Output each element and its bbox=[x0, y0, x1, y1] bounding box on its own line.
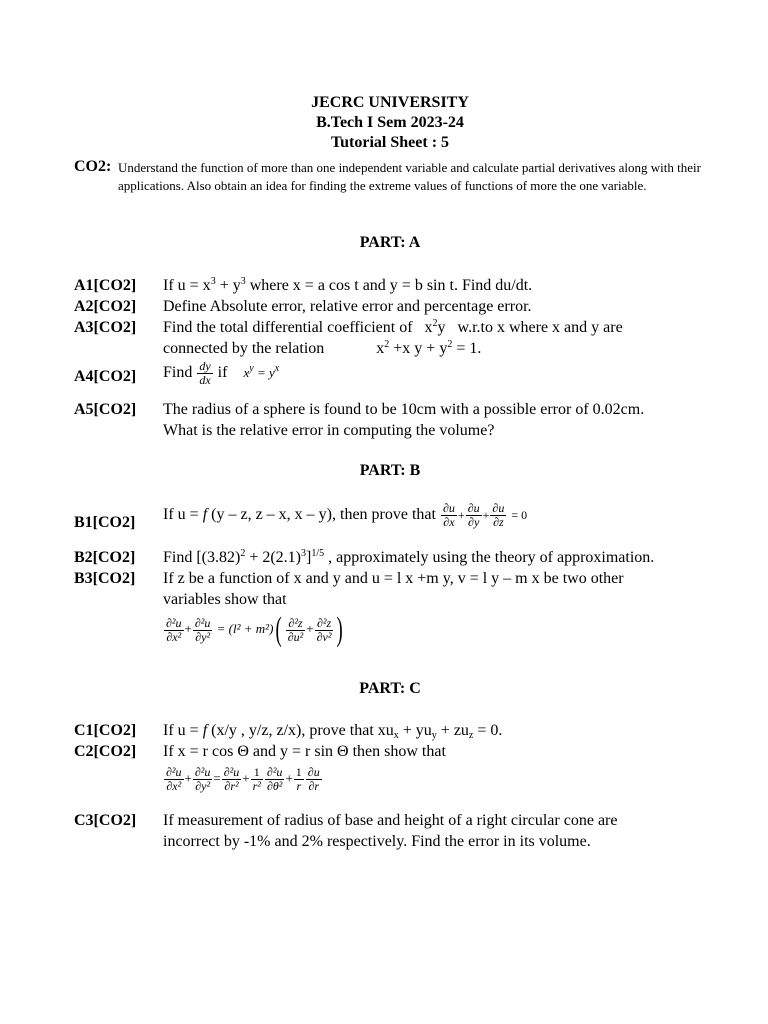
partial-fraction: $\frac{\partial u}{\partial y}$ bbox=[467, 501, 480, 529]
c2-equation: $\frac{\text{∂²u}}{\text{∂x²}}$ + $\frac{\text{∂²u}}{\text{∂y²}}$ = $\frac{\text{∂²u}}{\text{∂r²}}$ + $\frac{1}{\text{r²}}$ $\frac{\text{∂²u}}{\text{∂θ²}}$ + $\frac{1}{r}$ $\frac{\partial u}{\partial r}$ bbox=[166, 765, 320, 793]
question-id: C3[CO2] bbox=[74, 812, 137, 829]
course-outcome-label: CO2: bbox=[74, 158, 112, 175]
question-text: If $u = x^3 + y^3$ where x = a cos t and y = b sin t. Find du/dt. bbox=[163, 276, 533, 294]
question-text: Define Absolute error, relative error and percentage error. bbox=[163, 298, 532, 315]
question-id: B1[CO2] bbox=[74, 514, 136, 531]
course-outcome bbox=[74, 158, 704, 193]
question-id: A1[CO2] bbox=[74, 277, 137, 294]
course-title: B.Tech I Sem 2023-24 bbox=[316, 114, 464, 131]
question-text: If measurement of radius of base and height of a right circular cone are incorrect by -1% and 2% respectively. Find the error in its volume. bbox=[163, 812, 618, 850]
part-b-heading: PART: B bbox=[359, 462, 421, 479]
b3-equation: $\frac{\text{∂²u}}{\text{∂x²}}$ + $\frac{\text{∂²u}}{\text{∂y²}}$ = (l² + m²)( $\frac{\text{∂²z}}{\text{∂u²}}$ + $\frac{\text{∂²z}}{\text{∂v²}}$ ) bbox=[166, 611, 344, 648]
question-id: C2[CO2] bbox=[74, 743, 137, 760]
question-text: If x = r cos Θ and y = r sin Θ then show that bbox=[163, 743, 446, 760]
course-outcome-text: Understand the function of more than one independent variable and calculate partial derivatives along with their applications. Also obtain an idea for finding the extreme values of functions of more the one variable. bbox=[118, 160, 701, 193]
question-id: A2[CO2] bbox=[74, 298, 137, 315]
question-id: B3[CO2] bbox=[74, 570, 136, 587]
part-c-heading: PART: C bbox=[359, 680, 421, 697]
question-id: C1[CO2] bbox=[74, 722, 137, 739]
question-id: A3[CO2] bbox=[74, 319, 137, 336]
sheet-title: Tutorial Sheet : 5 bbox=[330, 134, 450, 151]
partial-fraction: $\frac{\partial u}{\partial z}$ bbox=[492, 501, 505, 529]
question-text: If u = f (y – z, z – x, x – y), then prove that $\frac{\partial u}{\partial x}$ + $\frac{\partial u}{\partial y}$ + $\frac{\partial u}{\partial z}$ = 0 bbox=[163, 501, 528, 529]
question-id: A5[CO2] bbox=[74, 401, 137, 418]
question-text: Find $\frac{dy}{dx}$ if $x^y = y^x$ bbox=[163, 359, 280, 387]
question-text: If u = f (x/y , y/z, z/x), prove that $xu_x + yu_y + zu_z = 0$. bbox=[163, 722, 503, 741]
question-id: B2[CO2] bbox=[74, 549, 136, 566]
partial-fraction: $\frac{\partial u}{\partial x}$ bbox=[442, 501, 455, 529]
part-a-heading: PART: A bbox=[359, 234, 421, 251]
question-text: If z be a function of x and y and u = l x +m y, v = l y – m x be two other variables show that bbox=[163, 570, 624, 608]
question-text: The radius of a sphere is found to be 10cm with a possible error of 0.02cm. What is the relative error in computing the volume? bbox=[163, 401, 645, 439]
dy-dx-fraction: $\frac{dy}{dx}$ bbox=[199, 359, 211, 387]
question-text: Find the total differential coefficient of $x^2y$ w.r.to x where x and y are connected by the relation $x^2 +x$ $y + y^2 = 1$. bbox=[163, 318, 623, 357]
university-name: JECRC UNIVERSITY bbox=[311, 94, 469, 111]
question-id: A4[CO2] bbox=[74, 368, 137, 385]
document-header bbox=[0, 93, 768, 153]
question-text: Find $[(3.82)^2 + 2(2.1)^3]^{1/5}$ , approximately using the theory of approximation. bbox=[163, 548, 655, 566]
